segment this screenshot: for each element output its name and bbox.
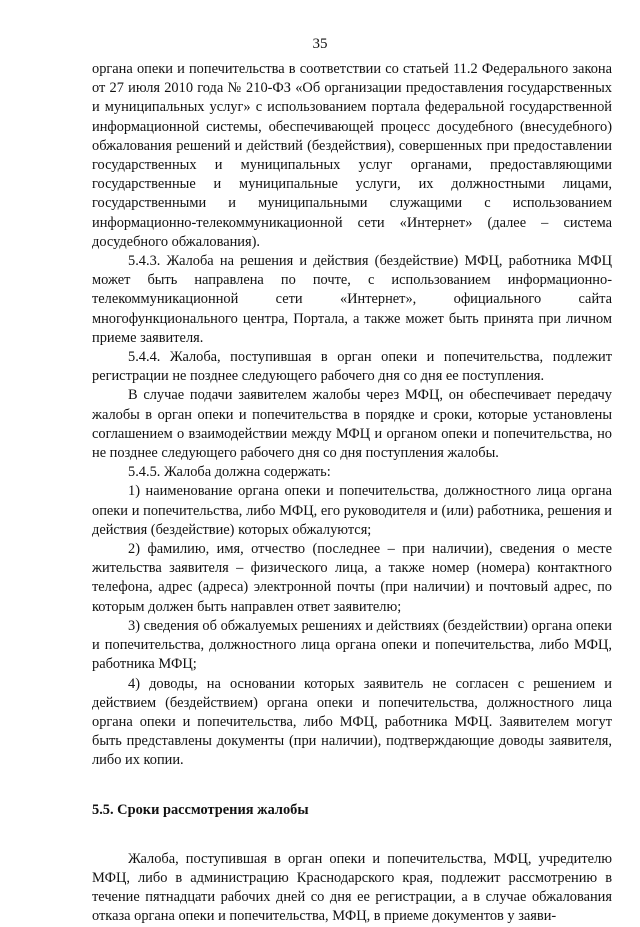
- document-body: [92, 60, 612, 927]
- list-item-4: 4) доводы, на основании которых заявитель не согласен с решением и действием (бездействием) органа опеки и попечительства, должностного лица органа опеки и попечительства, либо МФЦ, работника МФЦ. Заявителем могут быть представлены документы (при наличии), подтверждающие доводы заявителя, либо их копии.: [92, 675, 612, 769]
- list-item-1: 1) наименование органа опеки и попечительства, должностного лица органа опеки и попечительства, либо МФЦ, его руководителя и (или) работника, решения и действия (бездействие) которых обжалуются;: [92, 483, 612, 538]
- paragraph-5-4-4: 5.4.4. Жалоба, поступившая в орган опеки и попечительства, подлежит регистрации не позднее следующего рабочего дня со дня ее поступления.: [92, 349, 612, 385]
- paragraph-5-4-5: 5.4.5. Жалоба должна содержать:: [128, 464, 331, 481]
- paragraph-continuation: органа опеки и попечительства в соответствии со статьей 11.2 Федерального закона от 27 июля 2010 года № 210-ФЗ «Об организации предоставления государственных и муниципальных услуг» с использованием портала федеральной государственной информационной системы, обеспечивающей процесс досудебного (внесудебного) обжалования решений и действий (бездействия), совершенных при предоставлении государственных и муниципальных услуг органами, предоставляющими государственные и муниципальные услуги, их должностными лицами, государственными и муниципальными служащими с использованием информационно-телекоммуникационной сети «Интернет» (далее – система досудебного обжалования).: [92, 61, 612, 250]
- page-number: 35: [312, 36, 328, 52]
- paragraph-5-4-3: 5.4.3. Жалоба на решения и действия (бездействие) МФЦ, работника МФЦ может быть направлена по почте, с использованием информационно-телекоммуникационной сети «Интернет», официального сайта многофункционального центра, Портала, а также может быть принята при личном приеме заявителя.: [92, 253, 612, 346]
- section-heading: 5.5. Сроки рассмотрения жалобы: [92, 801, 309, 818]
- list-item-3: 3) сведения об обжалуемых решениях и действиях (бездействии) органа опеки и попечительства, должностного лица органа опеки и попечительства, либо МФЦ, работника МФЦ;: [92, 617, 612, 673]
- paragraph-review-terms: Жалоба, поступившая в орган опеки и попечительства, МФЦ, учредителю МФЦ, либо в администрацию Краснодарского края, подлежит рассмотрению в течение пятнадцати рабочих дней со дня ее регистрации, а в случае обжалования отказа органа опеки и попечительства, МФЦ, в приеме документов у заяви-: [92, 850, 612, 925]
- paragraph-mfc-submission: В случае подачи заявителем жалобы через МФЦ, он обеспечивает передачу жалобы в орган опеки и попечительства в порядке и сроки, которые установлены соглашением о взаимодействии между МФЦ и органом опеки и попечительства, но не позднее следующего рабочего дня со дня поступления жалобы.: [92, 387, 612, 462]
- list-item-2: 2) фамилию, имя, отчество (последнее – при наличии), сведения о месте жительства заявителя – физического лица, а также номер (номера) контактного телефона, адрес (адреса) электронной почты (при наличии) и почтовый адрес, по которым должен быть направлен ответ заявителю;: [92, 541, 612, 615]
